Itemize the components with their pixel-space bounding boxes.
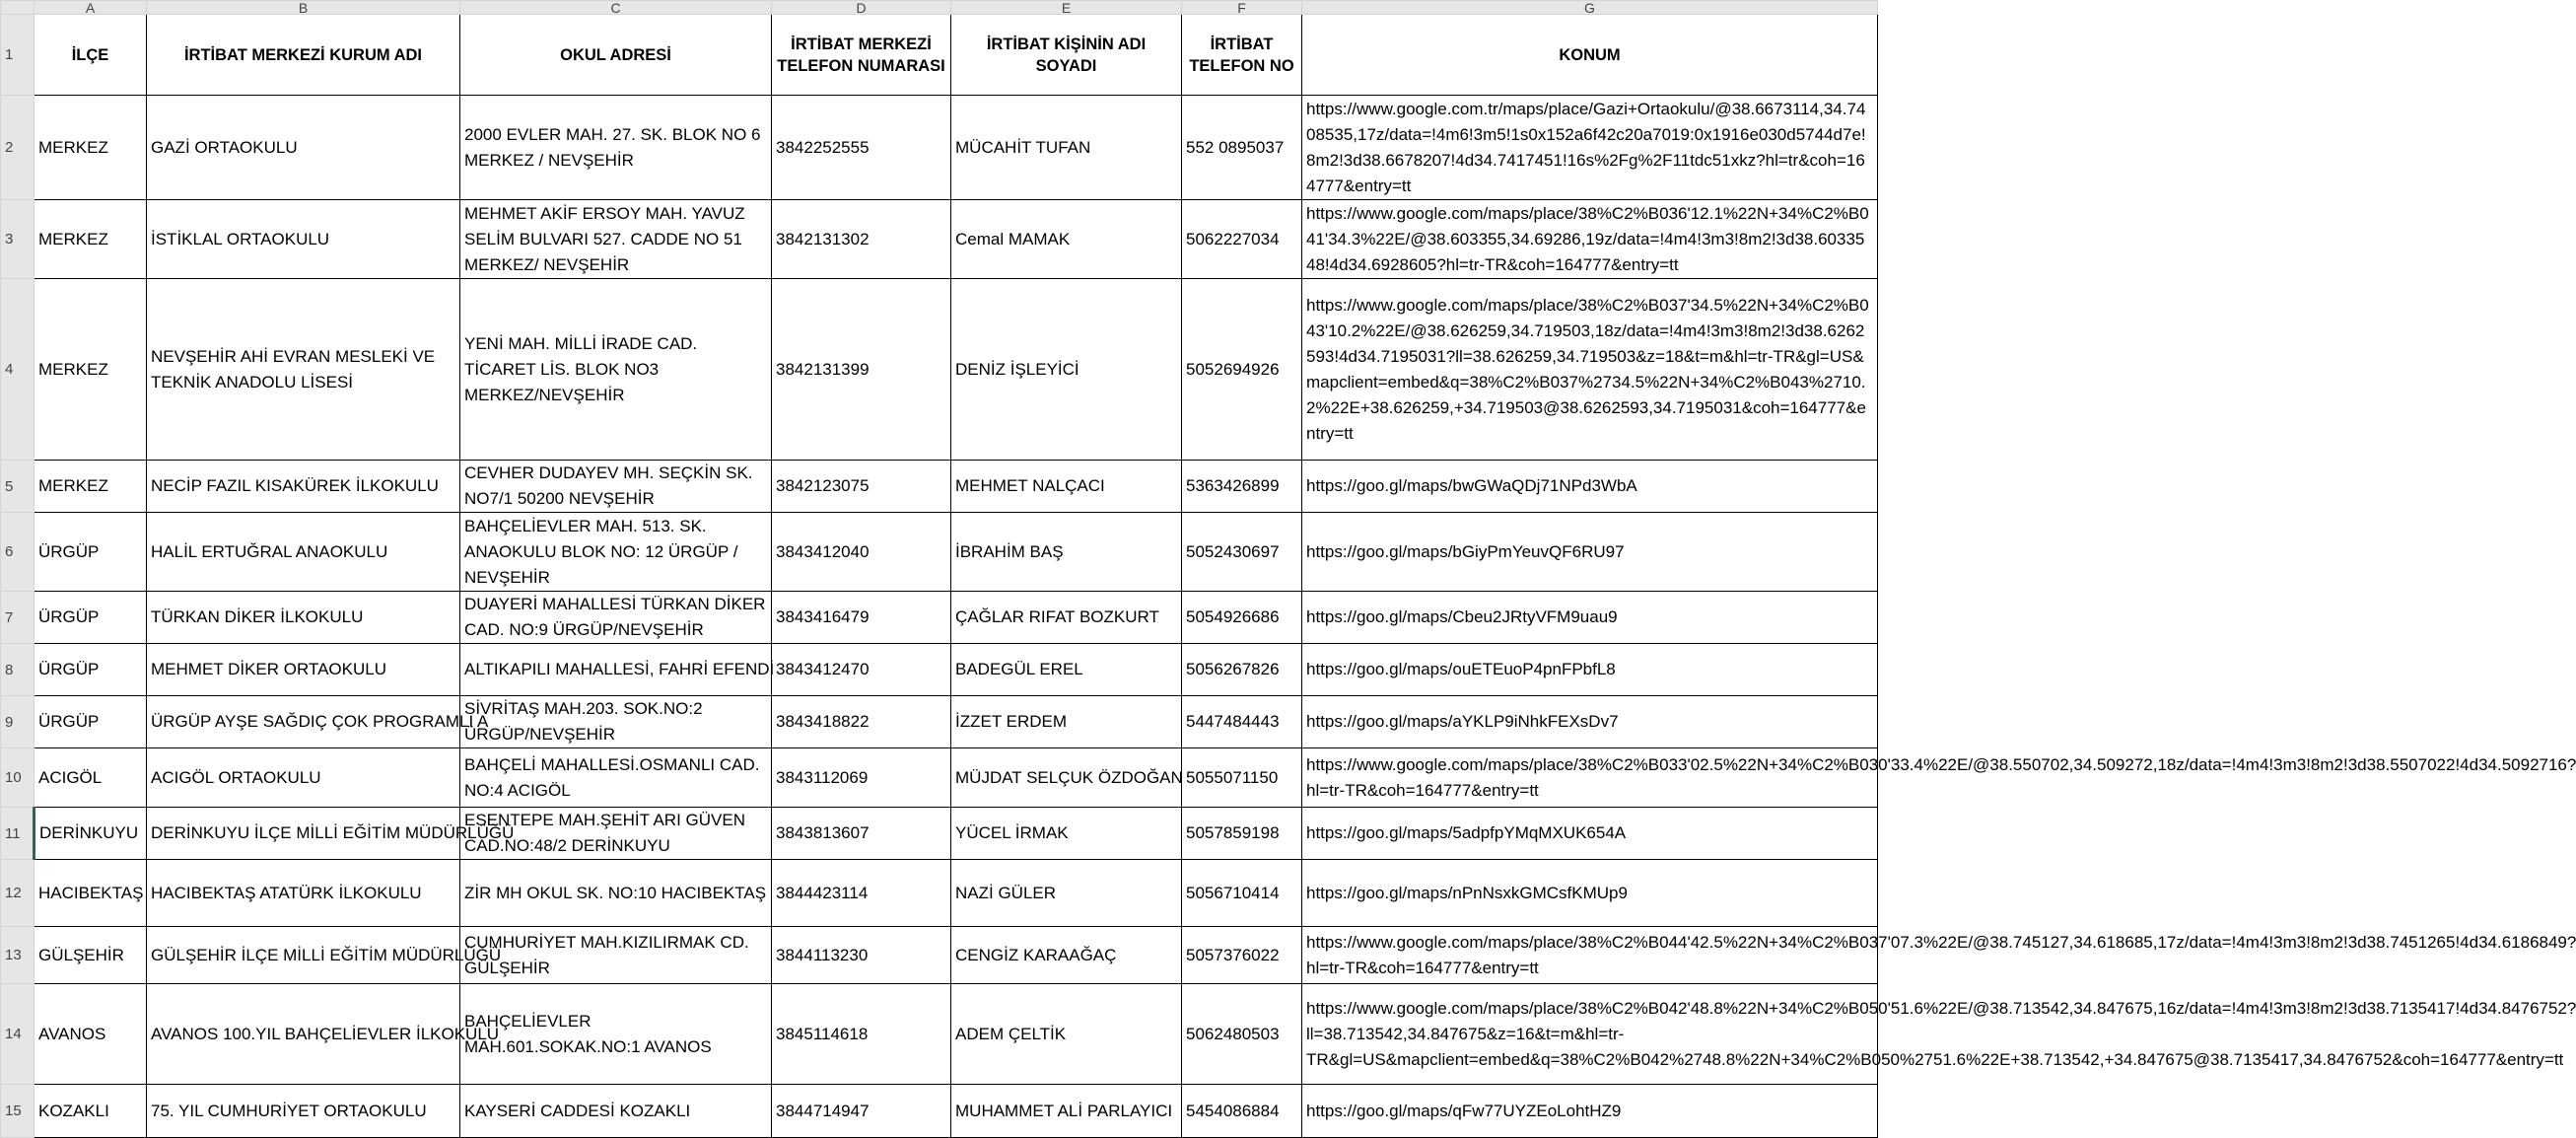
cell-ilce[interactable]: ACIGÖL xyxy=(35,748,147,808)
cell-ilce[interactable]: DERİNKUYU xyxy=(35,808,147,860)
cell-kisi-telefon[interactable]: 552 0895037 xyxy=(1182,96,1302,200)
cell-kisi-telefon[interactable]: 5052694926 xyxy=(1182,279,1302,461)
cell-konum[interactable]: https://www.google.com/maps/place/38%C2%B042'48.8%22N+34%C2%B050'51.6%22E/@38.713542,34.847675,16z/data=!4m4!3m3!8m2!3d38.7135417!4d34.8476752?ll=38.713542,34.847675&z=16&t=m&hl=tr-TR&gl=US&mapclient=embed&q=38%C2%B042%2748.8%22N+34%C2%B050%2751.6%22E+38.713542,+34.847675@38.7135417,34.8476752&coh=164777&entry=tt xyxy=(1302,984,1878,1085)
cell-konum[interactable]: https://www.google.com/maps/place/38%C2%B033'02.5%22N+34%C2%B030'33.4%22E/@38.550702,34.509272,18z/data=!4m4!3m3!8m2!3d38.5507022!4d34.5092716?hl=tr-TR&coh=164777&entry=tt xyxy=(1302,748,1878,808)
row-number[interactable]: 4 xyxy=(1,279,35,461)
cell-okul-adresi[interactable]: BAHÇELİ MAHALLESİ.OSMANLI CAD. NO:4 ACIGÖL xyxy=(460,748,772,808)
cell-merkez-telefon[interactable]: 3843412470 xyxy=(772,644,951,696)
column-header-g[interactable]: G xyxy=(1302,1,1878,15)
table-row xyxy=(1,461,1878,513)
cell-okul-adresi[interactable]: YENİ MAH. MİLLİ İRADE CAD. TİCARET LİS. BLOK NO3 MERKEZ/NEVŞEHİR xyxy=(460,279,772,461)
cell-ilce[interactable]: KOZAKLI xyxy=(35,1085,147,1138)
row-number[interactable]: 5 xyxy=(1,461,35,513)
column-header-a[interactable]: A xyxy=(35,1,147,15)
cell-konum[interactable]: https://goo.gl/maps/bGiyPmYeuvQF6RU97 xyxy=(1302,513,1878,592)
cell-konum[interactable]: https://www.google.com/maps/place/38%C2%B036'12.1%22N+34%C2%B041'34.3%22E/@38.603355,34.69286,19z/data=!4m4!3m3!8m2!3d38.6033548!4d34.6928605?hl=tr-TR&coh=164777&entry=tt xyxy=(1302,200,1878,279)
cell-kurum-adi[interactable]: GÜLŞEHİR İLÇE MİLLİ EĞİTİM MÜDÜRLÜĞÜ xyxy=(147,927,460,984)
cell-merkez-telefon[interactable]: 3842131302 xyxy=(772,200,951,279)
cell-merkez-telefon[interactable]: 3842123075 xyxy=(772,461,951,513)
cell-okul-adresi[interactable]: BAHÇELİEVLER MAH.601.SOKAK.NO:1 AVANOS xyxy=(460,984,772,1085)
cell-konum[interactable]: https://goo.gl/maps/nPnNsxkGMCsfKMUp9 xyxy=(1302,860,1878,927)
select-all-corner[interactable] xyxy=(1,1,35,15)
cell-merkez-telefon[interactable]: 3844423114 xyxy=(772,860,951,927)
header-kisi-telefon[interactable]: İRTİBAT TELEFON NO xyxy=(1182,15,1302,96)
cell-kurum-adi[interactable]: TÜRKAN DİKER İLKOKULU xyxy=(147,592,460,644)
column-header-row xyxy=(1,1,1878,15)
cell-kisi-telefon[interactable]: 5057859198 xyxy=(1182,808,1302,860)
cell-merkez-telefon[interactable]: 3842252555 xyxy=(772,96,951,200)
cell-kisi-adi[interactable]: DENİZ İŞLEYİCİ xyxy=(951,279,1182,461)
table-row xyxy=(1,96,1878,200)
cell-konum[interactable]: https://goo.gl/maps/5adpfpYMqMXUK654A xyxy=(1302,808,1878,860)
cell-merkez-telefon[interactable]: 3842131399 xyxy=(772,279,951,461)
cell-ilce[interactable]: AVANOS xyxy=(35,984,147,1085)
header-ilce[interactable]: İLÇE xyxy=(35,15,147,96)
cell-kisi-telefon[interactable]: 5055071150 xyxy=(1182,748,1302,808)
table-row xyxy=(1,860,1878,927)
cell-kisi-adi[interactable]: ÇAĞLAR RIFAT BOZKURT xyxy=(951,592,1182,644)
cell-kisi-telefon[interactable]: 5062480503 xyxy=(1182,984,1302,1085)
cell-konum[interactable]: https://www.google.com.tr/maps/place/Gazi+Ortaokulu/@38.6673114,34.7408535,17z/data=!4m6!3m5!1s0x152a6f42c20a7019:0x1916e030d5744d7e!8m2!3d38.6678207!4d34.7417451!16s%2Fg%2F11tdc51xkz?hl=tr&coh=164777&entry=tt xyxy=(1302,96,1878,200)
row-number[interactable]: 11 xyxy=(1,808,35,860)
cell-merkez-telefon[interactable]: 3843813607 xyxy=(772,808,951,860)
cell-merkez-telefon[interactable]: 3843412040 xyxy=(772,513,951,592)
cell-konum[interactable]: https://goo.gl/maps/aYKLP9iNhkFEXsDv7 xyxy=(1302,696,1878,748)
cell-kisi-adi[interactable]: BADEGÜL EREL xyxy=(951,644,1182,696)
row-number[interactable]: 7 xyxy=(1,592,35,644)
cell-merkez-telefon[interactable]: 3843112069 xyxy=(772,748,951,808)
cell-ilce[interactable]: ÜRGÜP xyxy=(35,592,147,644)
cell-kisi-adi[interactable]: MÜCAHİT TUFAN xyxy=(951,96,1182,200)
cell-kisi-adi[interactable]: Cemal MAMAK xyxy=(951,200,1182,279)
cell-okul-adresi[interactable]: BAHÇELİEVLER MAH. 513. SK. ANAOKULU BLOK NO: 12 ÜRGÜP / NEVŞEHİR xyxy=(460,513,772,592)
cell-merkez-telefon[interactable]: 3844113230 xyxy=(772,927,951,984)
cell-kurum-adi[interactable]: NEVŞEHİR AHİ EVRAN MESLEKİ VE TEKNİK ANADOLU LİSESİ xyxy=(147,279,460,461)
cell-kurum-adi[interactable]: HALİL ERTUĞRAL ANAOKULU xyxy=(147,513,460,592)
cell-kurum-adi[interactable]: 75. YIL CUMHURİYET ORTAOKULU xyxy=(147,1085,460,1138)
table-row xyxy=(1,200,1878,279)
cell-ilce[interactable]: MERKEZ xyxy=(35,200,147,279)
row-number[interactable]: 14 xyxy=(1,984,35,1085)
column-header-f[interactable]: F xyxy=(1182,1,1302,15)
cell-kurum-adi[interactable]: ÜRGÜP AYŞE SAĞDIÇ ÇOK PROGRAMLI A xyxy=(147,696,460,748)
cell-ilce[interactable]: MERKEZ xyxy=(35,279,147,461)
cell-ilce[interactable]: ÜRGÜP xyxy=(35,644,147,696)
cell-kurum-adi[interactable]: AVANOS 100.YIL BAHÇELİEVLER İLKOKULU xyxy=(147,984,460,1085)
cell-konum[interactable]: https://www.google.com/maps/place/38%C2%B044'42.5%22N+34%C2%B037'07.3%22E/@38.745127,34.618685,17z/data=!4m4!3m3!8m2!3d38.7451265!4d34.6186849?hl=tr-TR&coh=164777&entry=tt xyxy=(1302,927,1878,984)
cell-merkez-telefon[interactable]: 3844714947 xyxy=(772,1085,951,1138)
cell-konum[interactable]: https://goo.gl/maps/bwGWaQDj71NPd3WbA xyxy=(1302,461,1878,513)
column-header-c[interactable]: C xyxy=(460,1,772,15)
cell-kisi-telefon[interactable]: 5054926686 xyxy=(1182,592,1302,644)
column-header-d[interactable]: D xyxy=(772,1,951,15)
cell-okul-adresi[interactable]: ALTIKAPILI MAHALLESİ, FAHRİ EFENDİ xyxy=(460,644,772,696)
cell-kisi-adi[interactable]: İBRAHİM BAŞ xyxy=(951,513,1182,592)
table-row xyxy=(1,748,1878,808)
cell-kurum-adi[interactable]: İSTİKLAL ORTAOKULU xyxy=(147,200,460,279)
cell-okul-adresi[interactable]: CEVHER DUDAYEV MH. SEÇKİN SK. NO7/1 50200 NEVŞEHİR xyxy=(460,461,772,513)
cell-okul-adresi[interactable]: DUAYERİ MAHALLESİ TÜRKAN DİKER CAD. NO:9 ÜRGÜP/NEVŞEHİR xyxy=(460,592,772,644)
cell-kurum-adi[interactable]: HACIBEKTAŞ ATATÜRK İLKOKULU xyxy=(147,860,460,927)
cell-kisi-adi[interactable]: YÜCEL İRMAK xyxy=(951,808,1182,860)
cell-kisi-adi[interactable]: MÜJDAT SELÇUK ÖZDOĞAN xyxy=(951,748,1182,808)
cell-kisi-telefon[interactable]: 5062227034 xyxy=(1182,200,1302,279)
cell-ilce[interactable]: HACIBEKTAŞ xyxy=(35,860,147,927)
cell-kisi-adi[interactable]: CENGİZ KARAAĞAÇ xyxy=(951,927,1182,984)
row-number[interactable]: 3 xyxy=(1,200,35,279)
row-number[interactable]: 9 xyxy=(1,696,35,748)
cell-okul-adresi[interactable]: ESENTEPE MAH.ŞEHİT ARI GÜVEN CAD.NO:48/2 DERİNKUYU xyxy=(460,808,772,860)
header-kisi-adi[interactable]: İRTİBAT KİŞİNİN ADI SOYADI xyxy=(951,15,1182,96)
cell-merkez-telefon[interactable]: 3845114618 xyxy=(772,984,951,1085)
cell-okul-adresi[interactable]: ZİR MH OKUL SK. NO:10 HACIBEKTAŞ xyxy=(460,860,772,927)
cell-kisi-telefon[interactable]: 5056267826 xyxy=(1182,644,1302,696)
header-okul-adresi[interactable]: OKUL ADRESİ xyxy=(460,15,772,96)
header-kurum-adi[interactable]: İRTİBAT MERKEZİ KURUM ADI xyxy=(147,15,460,96)
cell-merkez-telefon[interactable]: 3843418822 xyxy=(772,696,951,748)
cell-ilce[interactable]: ÜRGÜP xyxy=(35,513,147,592)
cell-kisi-adi[interactable]: MEHMET NALÇACI xyxy=(951,461,1182,513)
cell-kisi-telefon[interactable]: 5052430697 xyxy=(1182,513,1302,592)
cell-kisi-adi[interactable]: MUHAMMET ALİ PARLAYICI xyxy=(951,1085,1182,1138)
table-row xyxy=(1,984,1878,1085)
row-number[interactable]: 1 xyxy=(1,15,35,96)
cell-kisi-telefon[interactable]: 5447484443 xyxy=(1182,696,1302,748)
row-number[interactable]: 10 xyxy=(1,748,35,808)
row-number[interactable]: 2 xyxy=(1,96,35,200)
cell-ilce[interactable]: ÜRGÜP xyxy=(35,696,147,748)
cell-merkez-telefon[interactable]: 3843416479 xyxy=(772,592,951,644)
cell-kisi-adi[interactable]: ADEM ÇELTİK xyxy=(951,984,1182,1085)
table-header-row xyxy=(1,15,1878,96)
cell-okul-adresi[interactable]: 2000 EVLER MAH. 27. SK. BLOK NO 6 MERKEZ / NEVŞEHİR xyxy=(460,96,772,200)
cell-kisi-telefon[interactable]: 5454086884 xyxy=(1182,1085,1302,1138)
cell-okul-adresi[interactable]: MEHMET AKİF ERSOY MAH. YAVUZ SELİM BULVARI 527. CADDE NO 51 MERKEZ/ NEVŞEHİR xyxy=(460,200,772,279)
cell-ilce[interactable]: MERKEZ xyxy=(35,96,147,200)
table-row xyxy=(1,279,1878,461)
cell-okul-adresi[interactable]: CUMHURİYET MAH.KIZILIRMAK CD. GÜLŞEHİR xyxy=(460,927,772,984)
row-number[interactable]: 8 xyxy=(1,644,35,696)
cell-kisi-adi[interactable]: İZZET ERDEM xyxy=(951,696,1182,748)
cell-okul-adresi[interactable]: KAYSERİ CADDESİ KOZAKLI xyxy=(460,1085,772,1138)
table-row xyxy=(1,644,1878,696)
table-row xyxy=(1,696,1878,748)
cell-kurum-adi[interactable]: DERİNKUYU İLÇE MİLLİ EĞİTİM MÜDÜRLÜĞÜ xyxy=(147,808,460,860)
row-number[interactable]: 13 xyxy=(1,927,35,984)
cell-kisi-telefon[interactable]: 5057376022 xyxy=(1182,927,1302,984)
cell-kurum-adi[interactable]: NECİP FAZIL KISAKÜREK İLKOKULU xyxy=(147,461,460,513)
column-header-b[interactable]: B xyxy=(147,1,460,15)
cell-ilce[interactable]: MERKEZ xyxy=(35,461,147,513)
row-number[interactable]: 15 xyxy=(1,1085,35,1138)
header-merkez-telefon[interactable]: İRTİBAT MERKEZİ TELEFON NUMARASI xyxy=(772,15,951,96)
table-row xyxy=(1,592,1878,644)
cell-kisi-adi[interactable]: NAZİ GÜLER xyxy=(951,860,1182,927)
table-row xyxy=(1,513,1878,592)
table-row xyxy=(1,927,1878,984)
cell-konum[interactable]: https://www.google.com/maps/place/38%C2%B037'34.5%22N+34%C2%B043'10.2%22E/@38.626259,34.719503,18z/data=!4m4!3m3!8m2!3d38.6262593!4d34.7195031?ll=38.626259,34.719503&z=18&t=m&hl=tr-TR&gl=US&mapclient=embed&q=38%C2%B037%2734.5%22N+34%C2%B043%2710.2%22E+38.626259,+34.719503@38.6262593,34.7195031&coh=164777&entry=tt xyxy=(1302,279,1878,461)
row-number[interactable]: 12 xyxy=(1,860,35,927)
cell-kurum-adi[interactable]: MEHMET DİKER ORTAOKULU xyxy=(147,644,460,696)
cell-konum[interactable]: https://goo.gl/maps/ouETEuoP4pnFPbfL8 xyxy=(1302,644,1878,696)
row-number[interactable]: 6 xyxy=(1,513,35,592)
cell-ilce[interactable]: GÜLŞEHİR xyxy=(35,927,147,984)
cell-kisi-telefon[interactable]: 5056710414 xyxy=(1182,860,1302,927)
cell-kurum-adi[interactable]: GAZİ ORTAOKULU xyxy=(147,96,460,200)
column-header-e[interactable]: E xyxy=(951,1,1182,15)
table-row xyxy=(1,1085,1878,1138)
cell-okul-adresi[interactable]: SİVRİTAŞ MAH.203. SOK.NO:2 ÜRGÜP/NEVŞEHİR xyxy=(460,696,772,748)
cell-kurum-adi[interactable]: ACIGÖL ORTAOKULU xyxy=(147,748,460,808)
header-konum[interactable]: KONUM xyxy=(1302,15,1878,96)
cell-konum[interactable]: https://goo.gl/maps/qFw77UYZEoLohtHZ9 xyxy=(1302,1085,1878,1138)
table-row xyxy=(1,808,1878,860)
cell-konum[interactable]: https://goo.gl/maps/Cbeu2JRtyVFM9uau9 xyxy=(1302,592,1878,644)
cell-kisi-telefon[interactable]: 5363426899 xyxy=(1182,461,1302,513)
